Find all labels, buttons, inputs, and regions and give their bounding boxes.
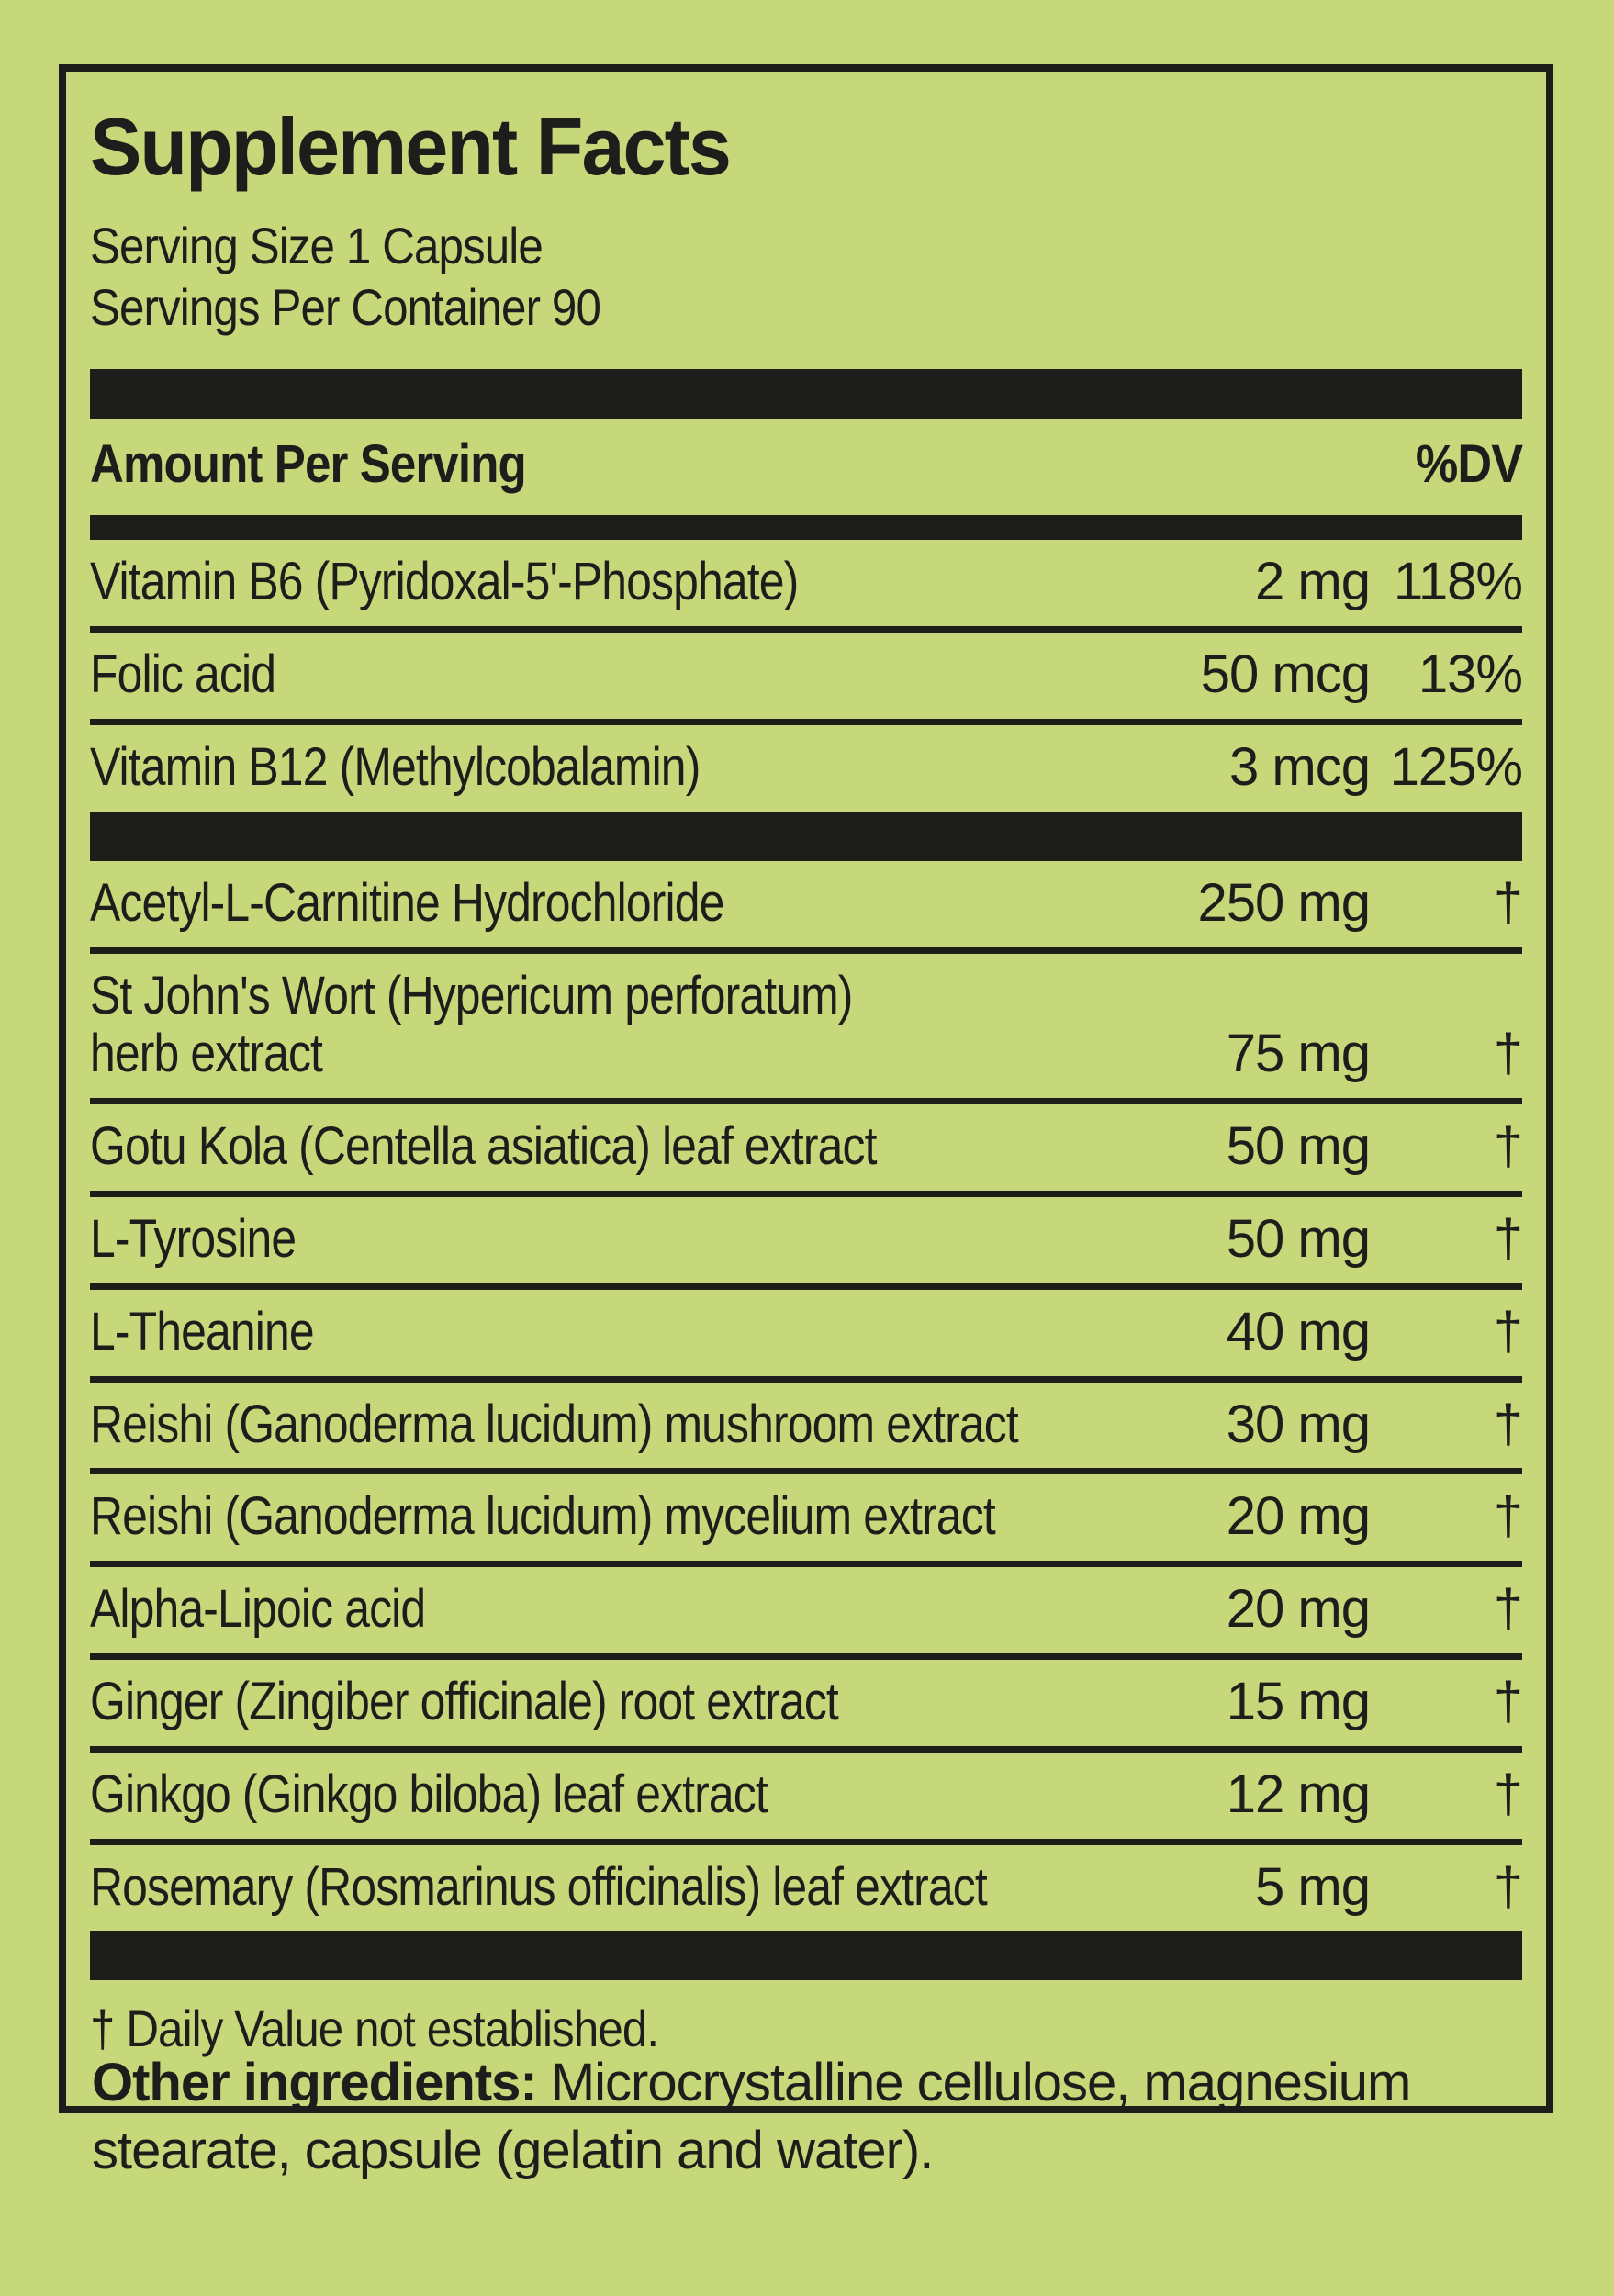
ingredient-amount: 12 mg: [1226, 1764, 1370, 1824]
ingredient-name-text: Alpha-Lipoic acid: [90, 1579, 426, 1640]
ingredient-name: [90, 1487, 1085, 1546]
table-row: [90, 1845, 1522, 1932]
ingredient-amount: 20 mg: [1226, 1486, 1370, 1547]
divider-bar-thick: [90, 1931, 1522, 1980]
ingredient-name-text: Reishi (Ganoderma lucidum) mushroom extract: [90, 1394, 1018, 1454]
daily-value-footnote: † Daily Value not established.: [90, 1999, 659, 2058]
ingredient-name: [90, 1673, 1085, 1731]
amount-per-serving-header: Amount Per Serving: [90, 434, 526, 495]
ingredient-dv: †: [1493, 1856, 1522, 1917]
table-row: [90, 1290, 1522, 1383]
ingredient-amount: 50 mg: [1226, 1208, 1370, 1269]
table-row: [90, 1567, 1522, 1660]
table-row: [90, 540, 1522, 633]
ingredient-name: [90, 1765, 1085, 1824]
ingredient-name-text: Ginkgo (Ginkgo biloba) leaf extract: [90, 1764, 768, 1824]
ingredient-name-text: Vitamin B6 (Pyridoxal-5'-Phosphate): [90, 552, 799, 612]
table-header-row: [90, 419, 1522, 515]
supplement-facts-panel: [59, 64, 1553, 2113]
divider-bar-thin: [90, 515, 1522, 540]
table-row: [90, 1660, 1522, 1753]
ingredient-dv: 125%: [1389, 736, 1522, 797]
ingredient-dv: †: [1493, 1394, 1522, 1454]
ingredient-amount: 40 mg: [1226, 1301, 1370, 1361]
ingredient-name: [90, 1210, 1085, 1269]
ingredient-name: [90, 1395, 1085, 1454]
ingredient-name-text: L-Theanine: [90, 1301, 314, 1361]
ingredient-dv: †: [1493, 1116, 1522, 1177]
servings-per-container-line: Servings Per Container 90: [90, 278, 600, 337]
ingredient-name: [90, 1580, 1085, 1639]
serving-size-line: Serving Size 1 Capsule: [90, 217, 543, 274]
table-row: [90, 1383, 1522, 1475]
ingredient-name-text: Vitamin B12 (Methylcobalamin): [90, 736, 701, 797]
facts-rows: [90, 540, 1522, 1980]
other-ingredients: [92, 2049, 1529, 2185]
ingredient-name-text: Reishi (Ganoderma lucidum) mycelium extract: [90, 1486, 995, 1547]
ingredient-dv: †: [1493, 1764, 1522, 1824]
ingredient-dv: 13%: [1418, 644, 1522, 705]
ingredient-name: [90, 967, 1085, 1084]
ingredient-name-text: St John's Wort (Hypericum perforatum): [90, 965, 853, 1025]
ingredient-name-text: Acetyl-L-Carnitine Hydrochloride: [90, 872, 724, 933]
ingredient-name: [90, 1303, 1085, 1361]
ingredient-amount: 250 mg: [1197, 872, 1370, 933]
ingredient-dv: 118%: [1393, 552, 1522, 612]
divider-bar-thick: [90, 812, 1522, 861]
ingredient-amount: 3 mcg: [1229, 736, 1370, 797]
ingredient-name: [90, 874, 1085, 933]
ingredient-name-text: Folic acid: [90, 644, 276, 705]
table-row: [90, 1474, 1522, 1567]
ingredient-amount: 15 mg: [1226, 1671, 1370, 1731]
ingredient-amount: 2 mg: [1255, 552, 1370, 612]
ingredient-name: [90, 553, 1085, 611]
ingredient-amount: 5 mg: [1255, 1856, 1370, 1917]
table-row: [90, 1753, 1522, 1845]
table-row: [90, 954, 1522, 1105]
ingredient-dv: †: [1493, 1579, 1522, 1640]
ingredient-dv: †: [1493, 872, 1522, 933]
serving-info: [90, 215, 1522, 338]
divider-bar-thick: [90, 369, 1522, 419]
ingredient-name: [90, 1117, 1085, 1176]
percent-dv-header: %DV: [1415, 434, 1522, 495]
ingredient-name-text: Rosemary (Rosmarinus officinalis) leaf extract: [90, 1856, 987, 1917]
ingredient-name-text: Gotu Kola (Centella asiatica) leaf extract: [90, 1116, 877, 1177]
ingredient-name: [90, 738, 1085, 797]
ingredient-name: [90, 645, 1085, 704]
other-ingredients-label: Other ingredients:: [92, 2053, 537, 2112]
table-row: [90, 633, 1522, 725]
ingredient-amount: 75 mg: [1226, 1024, 1370, 1084]
ingredient-dv: †: [1493, 1486, 1522, 1547]
table-row: [90, 861, 1522, 954]
table-row: [90, 1104, 1522, 1197]
ingredient-amount: 50 mg: [1226, 1116, 1370, 1177]
ingredient-amount: 20 mg: [1226, 1579, 1370, 1640]
panel-title-text: Supplement Facts: [90, 101, 730, 192]
ingredient-dv: †: [1493, 1208, 1522, 1269]
table-row: [90, 725, 1522, 812]
ingredient-amount: 50 mcg: [1200, 644, 1370, 705]
other-ingredients-text: Microcrystalline cellulose, magnesium stearate, capsule (gelatin and water).: [92, 2053, 1411, 2181]
panel-title: [90, 101, 1522, 192]
ingredient-name-text: Ginger (Zingiber officinale) root extract: [90, 1671, 838, 1731]
ingredient-name-text-line2: herb extract: [90, 1024, 323, 1084]
ingredient-name: [90, 1858, 1085, 1917]
ingredient-name-text: L-Tyrosine: [90, 1208, 297, 1269]
table-row: [90, 1197, 1522, 1290]
ingredient-dv: †: [1493, 1024, 1522, 1084]
ingredient-amount: 30 mg: [1226, 1394, 1370, 1454]
ingredient-dv: †: [1493, 1301, 1522, 1361]
ingredient-dv: †: [1493, 1671, 1522, 1731]
